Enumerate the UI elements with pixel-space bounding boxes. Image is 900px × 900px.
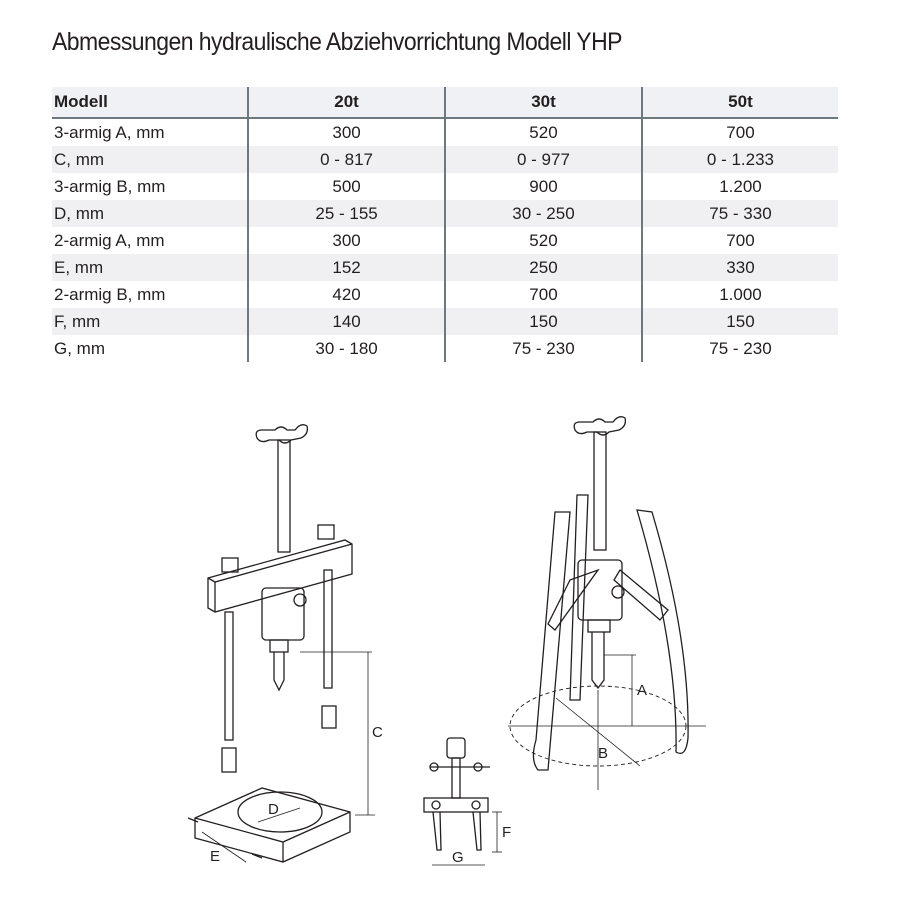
table-row <box>52 146 838 173</box>
column-header-20t: 20t <box>248 87 445 118</box>
row-label: 2-armig B, mm <box>54 285 166 304</box>
table-row <box>52 335 838 362</box>
dimension-label-d: D <box>268 801 279 818</box>
cell-30t: 900 <box>445 173 642 200</box>
cell-30t: 30 - 250 <box>445 200 642 227</box>
puller-drawings <box>0 390 900 900</box>
dimensions-table <box>52 87 838 362</box>
cell-20t: 420 <box>248 281 445 308</box>
table-row <box>52 200 838 227</box>
row-label: G, mm <box>54 339 105 358</box>
table-row <box>52 118 838 146</box>
cell-30t: 520 <box>445 118 642 146</box>
column-header-50t: 50t <box>642 87 838 118</box>
three-arm-puller-drawing <box>508 417 706 790</box>
cell-20t: 300 <box>248 118 445 146</box>
cell-30t: 0 - 977 <box>445 146 642 173</box>
cell-30t: 75 - 230 <box>445 335 642 362</box>
cell-50t: 0 - 1.233 <box>642 146 838 173</box>
cell-50t: 75 - 330 <box>642 200 838 227</box>
cell-20t: 25 - 155 <box>248 200 445 227</box>
cell-50t: 1.000 <box>642 281 838 308</box>
separator-puller-drawing <box>188 425 383 865</box>
row-label: 3-armig A, mm <box>54 123 165 142</box>
cell-50t: 75 - 230 <box>642 335 838 362</box>
cell-50t: 700 <box>642 227 838 254</box>
dimension-label-a: A <box>637 682 648 699</box>
row-label: C, mm <box>54 150 105 169</box>
dimension-label-e: E <box>210 848 221 865</box>
cell-20t: 300 <box>248 227 445 254</box>
dimension-label-g: G <box>452 849 464 866</box>
column-header-30t: 30t <box>445 87 642 118</box>
cell-30t: 150 <box>445 308 642 335</box>
table-row <box>52 281 838 308</box>
table-row <box>52 227 838 254</box>
dimension-label-f: F <box>502 824 512 841</box>
dimension-label-c: C <box>372 724 383 741</box>
row-label: D, mm <box>54 204 105 223</box>
cell-50t: 150 <box>642 308 838 335</box>
column-header-model: Modell <box>52 87 248 118</box>
cell-50t: 1.200 <box>642 173 838 200</box>
row-label: F, mm <box>54 312 101 331</box>
page-title: Abmessungen hydraulische Abziehvorrichtung Modell YHP <box>52 28 622 56</box>
cell-20t: 30 - 180 <box>248 335 445 362</box>
table-header-row <box>52 87 838 118</box>
cell-50t: 330 <box>642 254 838 281</box>
cell-20t: 500 <box>248 173 445 200</box>
two-arm-puller-drawing <box>424 738 511 866</box>
cell-30t: 520 <box>445 227 642 254</box>
row-label: 3-armig B, mm <box>54 177 166 196</box>
cell-20t: 140 <box>248 308 445 335</box>
cell-20t: 0 - 817 <box>248 146 445 173</box>
cell-30t: 700 <box>445 281 642 308</box>
table-row <box>52 173 838 200</box>
row-label: E, mm <box>54 258 104 277</box>
cell-20t: 152 <box>248 254 445 281</box>
table-row <box>52 308 838 335</box>
table-row <box>52 254 838 281</box>
row-label: 2-armig A, mm <box>54 231 165 250</box>
cell-50t: 700 <box>642 118 838 146</box>
cell-30t: 250 <box>445 254 642 281</box>
dimension-label-b: B <box>598 745 609 762</box>
